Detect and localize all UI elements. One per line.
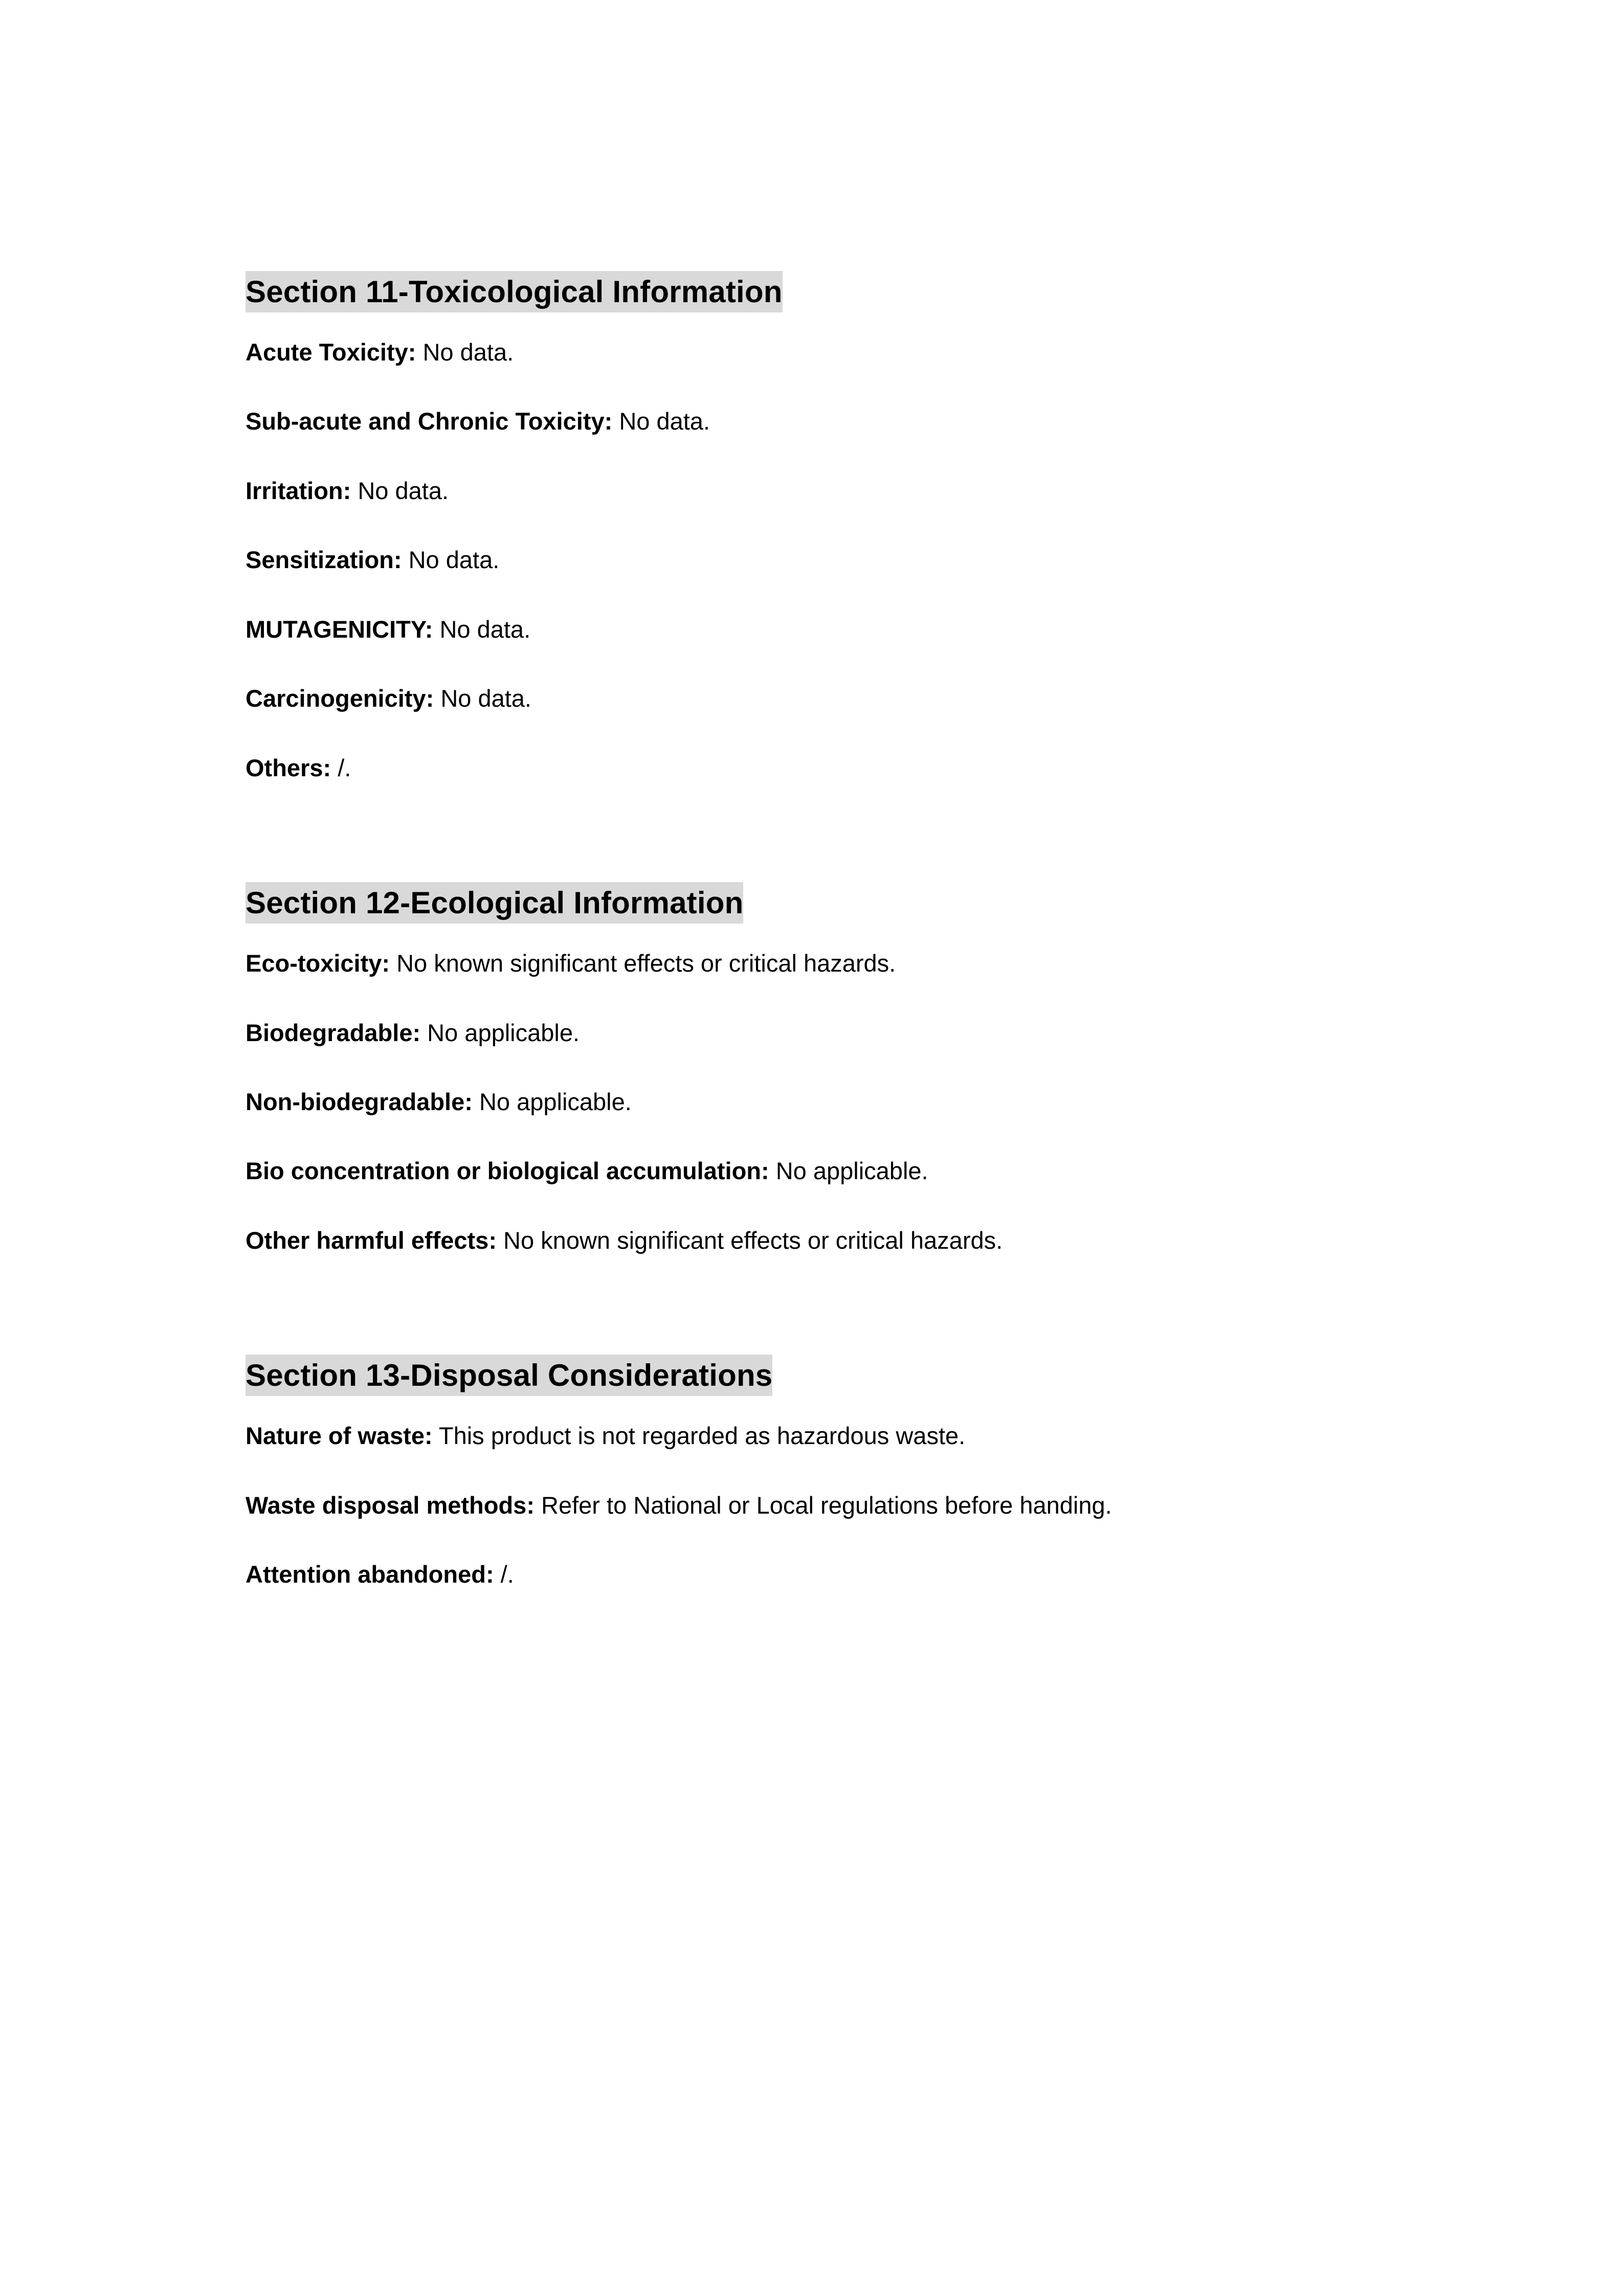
section-spacer	[246, 821, 1309, 882]
entry-label: Acute Toxicity:	[246, 339, 416, 366]
entry-biodegradable	[246, 1017, 1309, 1049]
entry-label: Non-biodegradable:	[246, 1088, 473, 1115]
entry-value: /.	[500, 1561, 514, 1588]
entry-acute-toxicity	[246, 336, 1309, 368]
document-body	[246, 271, 1309, 1591]
entry-value: No applicable.	[427, 1019, 580, 1046]
entry-label: Eco-toxicity:	[246, 950, 390, 977]
entry-label: Nature of waste:	[246, 1422, 433, 1450]
section-12-heading-block	[246, 882, 1309, 924]
entry-label: Biodegradable:	[246, 1019, 421, 1046]
entry-value: No known significant effects or critical hazards.	[503, 1226, 1003, 1254]
entry-bioconcentration	[246, 1155, 1309, 1187]
entry-value: No data.	[619, 408, 710, 435]
entry-label: Sensitization:	[246, 546, 402, 574]
entry-label: Attention abandoned:	[246, 1561, 494, 1588]
entry-label: Waste disposal methods:	[246, 1491, 535, 1519]
entry-mutagenicity	[246, 613, 1309, 645]
entry-subacute-chronic-toxicity	[246, 405, 1309, 437]
entry-label: MUTAGENICITY:	[246, 615, 433, 643]
entry-sensitization	[246, 544, 1309, 576]
entry-value: This product is not regarded as hazardous waste.	[438, 1422, 966, 1450]
entry-value: No known significant effects or critical hazards.	[396, 950, 896, 977]
entry-eco-toxicity	[246, 947, 1309, 979]
section-spacer	[246, 1293, 1309, 1355]
entry-carcinogenicity	[246, 682, 1309, 714]
entry-value: No data.	[422, 339, 514, 366]
section-13-heading-block	[246, 1355, 1309, 1396]
section-13-heading: Section 13-Disposal Considerations	[246, 1355, 772, 1396]
entry-label: Carcinogenicity:	[246, 685, 434, 712]
section-11-heading: Section 11-Toxicological Information	[246, 271, 783, 312]
entry-non-biodegradable	[246, 1086, 1309, 1118]
entry-label: Other harmful effects:	[246, 1226, 497, 1254]
entry-value: No applicable.	[479, 1088, 632, 1115]
entry-waste-disposal-methods	[246, 1489, 1309, 1521]
section-11-heading-block	[246, 271, 1309, 312]
entry-others	[246, 752, 1309, 784]
entry-nature-of-waste	[246, 1420, 1309, 1452]
entry-value: /.	[338, 754, 351, 781]
entry-label: Bio concentration or biological accumulation:	[246, 1157, 769, 1185]
entry-irritation	[246, 475, 1309, 507]
entry-value: No applicable.	[775, 1157, 928, 1185]
entry-label: Irritation:	[246, 477, 351, 504]
section-12-heading: Section 12-Ecological Information	[246, 882, 743, 924]
entry-other-harmful-effects	[246, 1224, 1309, 1256]
entry-attention-abandoned	[246, 1558, 1309, 1590]
entry-label: Sub-acute and Chronic Toxicity:	[246, 408, 613, 435]
entry-value: No data.	[358, 477, 449, 504]
entry-value: Refer to National or Local regulations before handing.	[541, 1491, 1112, 1519]
entry-value: No data.	[440, 685, 531, 712]
entry-value: No data.	[408, 546, 500, 574]
entry-label: Others:	[246, 754, 331, 781]
entry-value: No data.	[439, 615, 531, 643]
